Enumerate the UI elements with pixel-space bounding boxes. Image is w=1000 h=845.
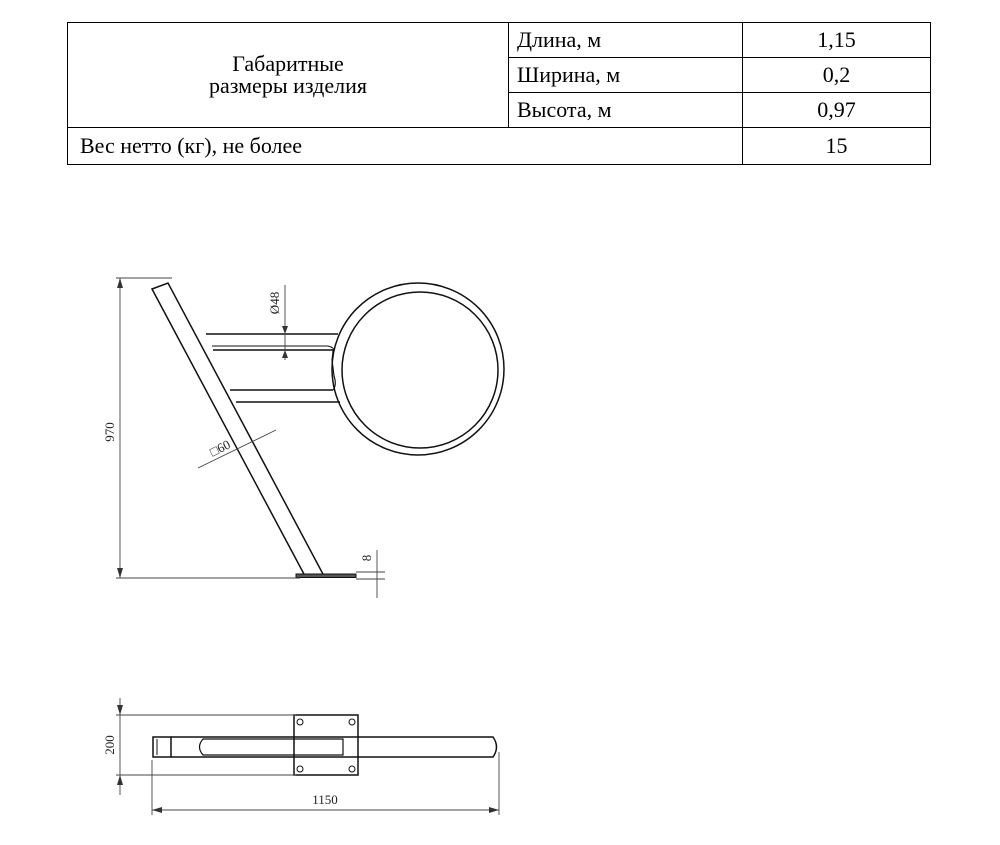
ring-outer (332, 283, 504, 455)
weight-value: 15 (743, 128, 931, 165)
height-dim-label: 970 (102, 422, 117, 442)
weight-label: Вес нетто (кг), не более (68, 128, 743, 165)
plate-dim-label: 8 (359, 554, 374, 562)
pipe-dim-label: Ø48 (267, 291, 282, 315)
group-label-line1: Габаритные (232, 51, 344, 76)
param-height: Высота, м (509, 93, 743, 128)
param-length: Длина, м (509, 23, 743, 58)
slanted-post (152, 283, 324, 576)
ring-inner (342, 292, 498, 448)
mount-plate (294, 715, 358, 775)
side-view (152, 283, 504, 578)
value-height: 0,97 (743, 93, 931, 128)
post-dim-label: □60 (207, 436, 233, 460)
base-plate (296, 574, 356, 578)
param-width: Ширина, м (509, 58, 743, 93)
value-length: 1,15 (743, 23, 931, 58)
value-width: 0,2 (743, 58, 931, 93)
width-dim-label: 200 (102, 735, 117, 755)
post-end (153, 737, 171, 757)
inner-pipe (200, 739, 344, 755)
length-dim-label: 1150 (312, 792, 338, 807)
top-view (153, 715, 497, 775)
group-label-line2: размеры изделия (208, 73, 367, 98)
top-pipe (171, 737, 497, 757)
